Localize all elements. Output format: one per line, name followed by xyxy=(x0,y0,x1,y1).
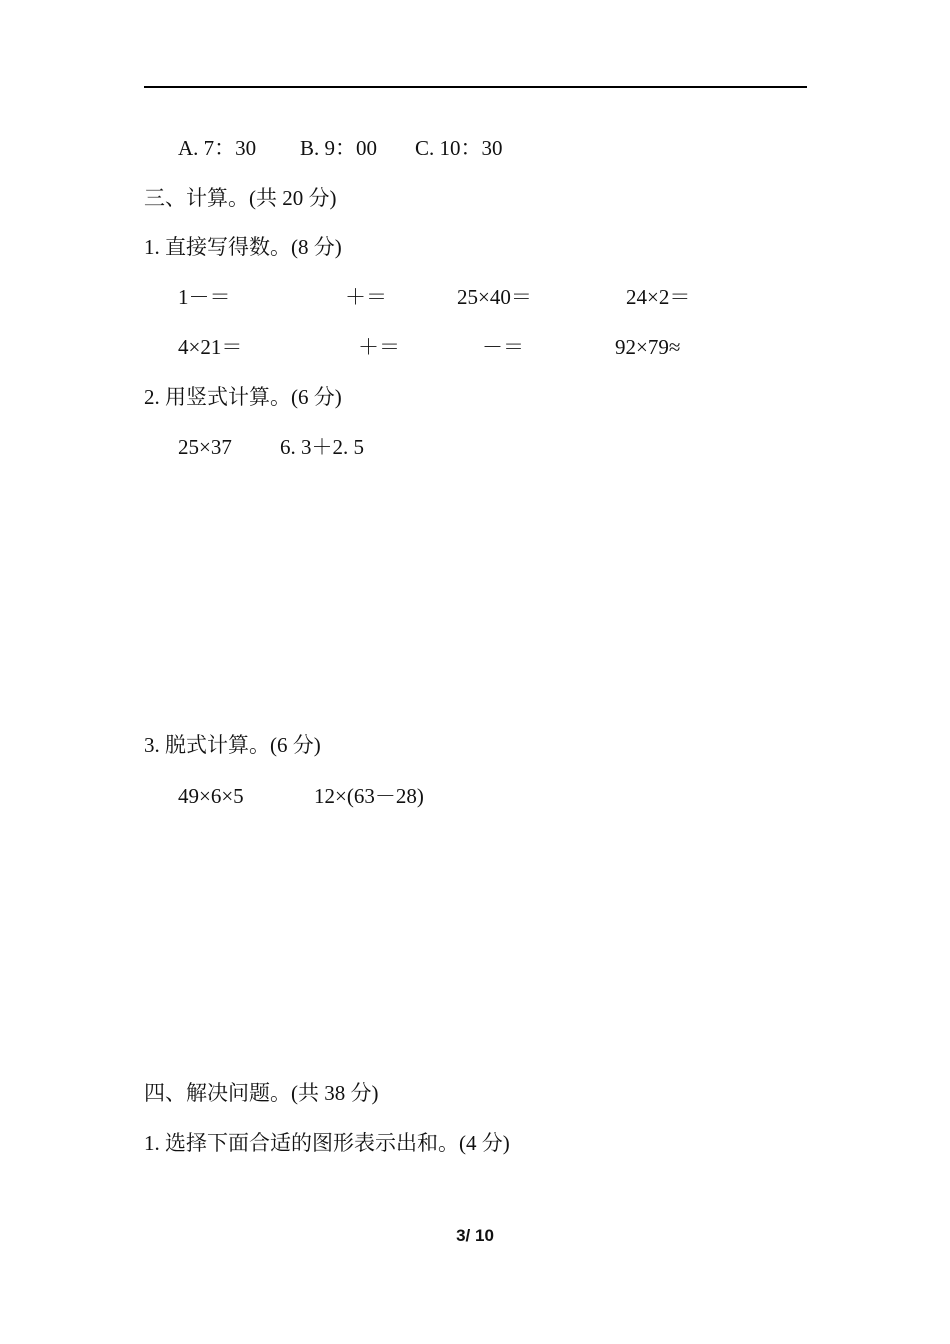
q2-item2: 6. 3＋2. 5 xyxy=(280,435,364,459)
q1-row1-item1: 1－＝ xyxy=(178,285,231,309)
q1-row2-item2: ＋＝ xyxy=(358,335,400,359)
option-a: A. 7：30 xyxy=(178,136,257,160)
section3-heading: 三、计算。(共 20 分) xyxy=(144,186,337,210)
s4-q1-title: 1. 选择下面合适的图形表示出和。(4 分) xyxy=(144,1131,510,1155)
q2-title: 2. 用竖式计算。(6 分) xyxy=(144,385,342,409)
q1-row2-item1: 4×21＝ xyxy=(178,335,243,359)
q3-title: 3. 脱式计算。(6 分) xyxy=(144,733,321,757)
q3-item1: 49×6×5 xyxy=(178,784,244,808)
q1-row2-item4: 92×79≈ xyxy=(615,335,681,359)
q1-row1-item4: 24×2＝ xyxy=(626,285,691,309)
section4-heading: 四、解决问题。(共 38 分) xyxy=(144,1081,379,1105)
header-rule xyxy=(144,86,807,88)
option-c: C. 10：30 xyxy=(415,136,503,160)
q1-row1-item3: 25×40＝ xyxy=(457,285,532,309)
q2-item1: 25×37 xyxy=(178,435,232,459)
q3-item2: 12×(63－28) xyxy=(314,784,424,808)
q1-row1-item2: ＋＝ xyxy=(345,285,387,309)
option-b: B. 9：00 xyxy=(300,136,378,160)
q1-row2-item3: －＝ xyxy=(482,335,524,359)
q1-title: 1. 直接写得数。(8 分) xyxy=(144,235,342,259)
page-number: 3/ 10 xyxy=(456,1226,494,1245)
